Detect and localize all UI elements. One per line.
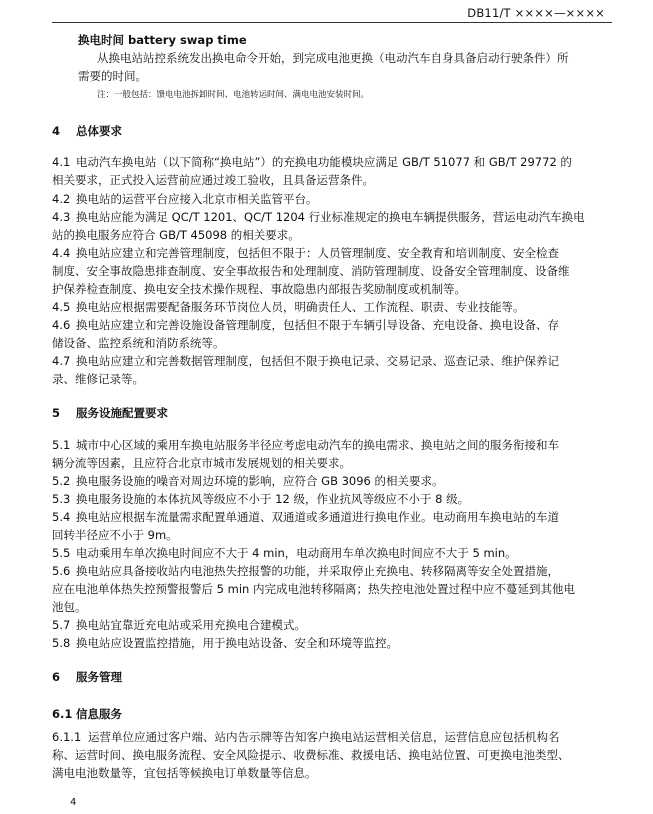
clause-text: 换电站应能为满足 QC/T 1201、QC/T 1204 行业标准规定的换电车辆提供服务，营运电动汽车换电: [76, 210, 585, 224]
clause-text: 换电站宜靠近充电站或采用充换电合建模式。: [76, 618, 306, 632]
para-5-6-line-2: 应在电池单体热失控预警报警后 5 min 内完成电池转移隔离；热失控电池处置过程中应不蔓延到其他电: [52, 582, 575, 596]
clause-text: 换电站应建立和完善管理制度，包括但不限于：人员管理制度、安全教育和培训制度、安全检查: [76, 246, 559, 260]
clause-text: 电动汽车换电站（以下简称“换电站”）的充换电功能模块应满足 GB/T 51077 和 GB/T 29772 的: [76, 155, 572, 169]
para-4-7-line-2: 录、维修记录等。: [52, 372, 144, 386]
page-number: 4: [70, 797, 77, 808]
section-number: 6: [52, 670, 61, 684]
para-4-4-line-1: [52, 244, 559, 262]
para-5-4-line-2: 回转半径应不小于 9m。: [52, 528, 178, 542]
para-6-1-1-line-1: [52, 728, 560, 746]
para-5-7: [52, 616, 306, 634]
subsection-number: 6.1: [52, 707, 73, 721]
subsection-title: 信息服务: [76, 707, 122, 721]
section-4-heading: [52, 123, 122, 139]
clause-text: 城市中心区域的乘用车换电站服务半径应考虑电动汽车的换电需求、换电站之间的服务衔接和车: [76, 438, 559, 452]
section-number: 5: [52, 406, 61, 420]
clause-text: 换电站的运营平台应接入北京市相关监管平台。: [76, 192, 318, 206]
clause-number: 4.4: [52, 246, 71, 260]
term-note: 注：一般包括：馈电电池拆卸时间、电池转运时间、满电电池安装时间。: [97, 90, 370, 100]
section-number: 4: [52, 124, 61, 138]
clause-text: 换电站应建立和完善设施设备管理制度，包括但不限于车辆引导设备、充电设备、换电设备、存: [76, 318, 559, 332]
para-4-3-line-1: [52, 208, 585, 226]
clause-number: 4.2: [52, 192, 71, 206]
clause-number: 5.4: [52, 510, 71, 524]
clause-number: 5.8: [52, 636, 71, 650]
para-4-7-line-1: [52, 352, 559, 370]
para-4-3-line-2: 站的换电服务应符合 GB/T 45098 的相关要求。: [52, 228, 300, 242]
para-4-4-line-2: 制度、安全事故隐患排查制度、安全事故报告和处理制度、消防管理制度、设备安全管理制度、设备维: [52, 264, 570, 278]
para-5-6-line-3: 池包。: [52, 600, 87, 614]
section-6-heading: [52, 669, 122, 685]
clause-text: 换电站应根据需要配备服务环节岗位人员，明确责任人、工作流程、职责、专业技能等。: [76, 300, 525, 314]
para-6-1-1-line-3: 满电电池数量等，宜包括等候换电订单数量等信息。: [52, 766, 317, 780]
para-4-2: [52, 190, 318, 208]
clause-text: 换电服务设施的噪音对周边环境的影响，应符合 GB 3096 的相关要求。: [76, 474, 444, 488]
clause-text: 换电站应根据车流量需求配置单通道、双通道或多通道进行换电作业。电动商用车换电站的车道: [76, 510, 559, 524]
clause-number: 5.2: [52, 474, 71, 488]
term-title: 换电时间 battery swap time: [78, 33, 247, 47]
clause-number: 4.3: [52, 210, 71, 224]
clause-number: 4.1: [52, 155, 71, 169]
para-5-1-line-2: 辆分流等因素，且应符合北京市城市发展规划的相关要求。: [52, 456, 351, 470]
clause-text: 运营单位应通过客户端、站内告示牌等告知客户换电站运营相关信息，运营信息应包括机构名: [88, 730, 560, 744]
document-id: DB11/T ××××—××××: [467, 6, 605, 20]
clause-number: 5.3: [52, 492, 71, 506]
section-title: 服务设施配置要求: [76, 406, 168, 420]
clause-text: 换电服务设施的本体抗风等级应不小于 12 级，作业抗风等级应不小于 8 级。: [76, 492, 470, 506]
para-5-1-line-1: [52, 436, 559, 454]
clause-number: 6.1.1: [52, 730, 82, 744]
clause-number: 5.5: [52, 546, 71, 560]
para-5-3: [52, 490, 469, 508]
clause-number: 4.6: [52, 318, 71, 332]
clause-number: 4.7: [52, 354, 71, 368]
term-definition-line-2: 需要的时间。: [78, 69, 147, 83]
para-4-6-line-1: [52, 316, 559, 334]
term-definition-line-1: 从换电站站控系统发出换电命令开始，到完成电池更换（电动汽车自身具备启动行驶条件）所: [97, 51, 569, 65]
clause-text: 换电站应建立和完善数据管理制度，包括但不限于换电记录、交易记录、巡查记录、维护保养记: [76, 354, 559, 368]
header-rule: [52, 22, 612, 23]
para-4-1-line-1: [52, 153, 572, 171]
section-title: 总体要求: [76, 124, 122, 138]
subsection-6-1-heading: [52, 706, 122, 722]
clause-text: 换电站应具备接收站内电池热失控报警的功能，并采取停止充换电、转移隔离等安全处置措施，: [76, 564, 559, 578]
clause-text: 电动乘用车单次换电时间应不大于 4 min，电动商用车单次换电时间应不大于 5 min。: [76, 546, 517, 560]
section-title: 服务管理: [76, 670, 122, 684]
clause-number: 4.5: [52, 300, 71, 314]
para-5-6-line-1: [52, 562, 559, 580]
section-5-heading: [52, 405, 168, 421]
clause-text: 换电站应设置监控措施，用于换电站设备、安全和环境等监控。: [76, 636, 398, 650]
para-4-4-line-3: 护保养检查制度、换电安全技术操作规程、事故隐患内部报告奖励制度或机制等。: [52, 282, 466, 296]
para-6-1-1-line-2: 称、运营时间、换电服务流程、安全风险提示、收费标准、救援电话、换电站位置、可更换电池类型、: [52, 748, 570, 762]
clause-number: 5.1: [52, 438, 71, 452]
clause-number: 5.7: [52, 618, 71, 632]
para-4-5: [52, 298, 525, 316]
para-4-6-line-2: 储设备、监控系统和消防系统等。: [52, 336, 225, 350]
para-4-1-line-2: 相关要求，正式投入运营前应通过竣工验收，且具备运营条件。: [52, 173, 374, 187]
para-5-5: [52, 544, 517, 562]
para-5-8: [52, 634, 398, 652]
para-5-4-line-1: [52, 508, 559, 526]
clause-number: 5.6: [52, 564, 71, 578]
para-5-2: [52, 472, 444, 490]
